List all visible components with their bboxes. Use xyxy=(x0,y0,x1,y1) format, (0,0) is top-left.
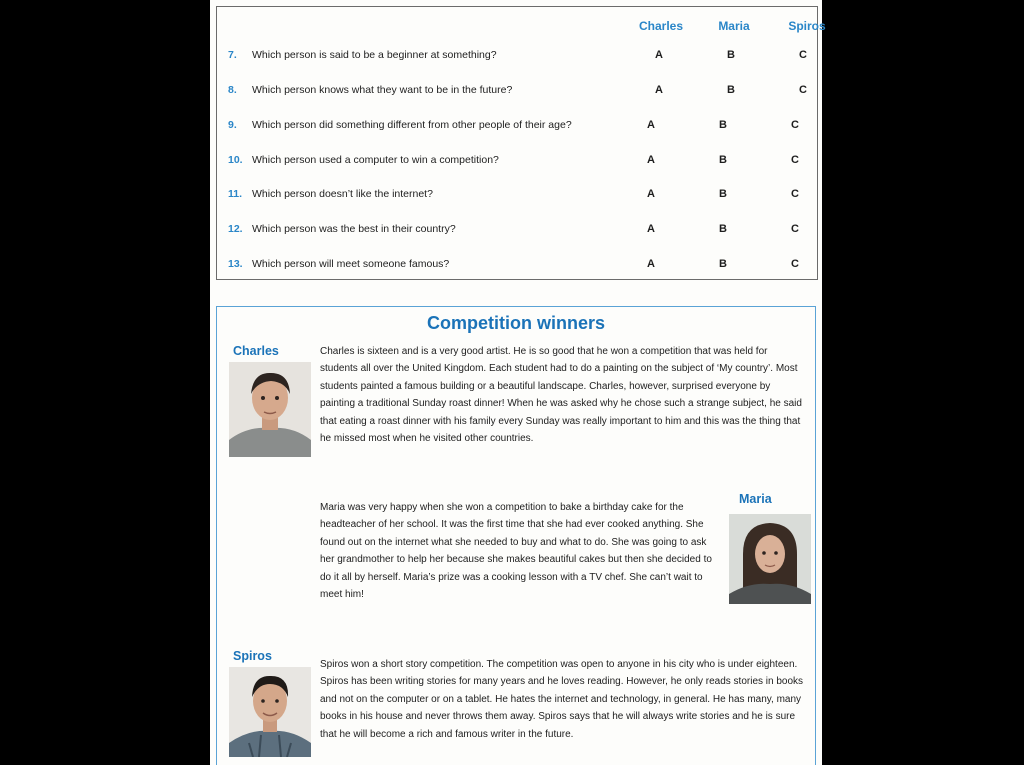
questions-table xyxy=(216,6,826,280)
person-name-spiros: Spiros xyxy=(233,649,272,663)
question-number: 9. xyxy=(228,119,237,131)
question-row xyxy=(217,258,817,278)
worksheet-page xyxy=(210,0,826,765)
question-number: 10. xyxy=(228,154,243,166)
question-text: Which person was the best in their country? xyxy=(252,223,456,235)
question-number: 11. xyxy=(228,188,243,200)
question-row xyxy=(217,188,817,208)
column-header-charles: Charles xyxy=(638,19,684,33)
option-a[interactable]: A xyxy=(647,188,655,200)
question-number: 12. xyxy=(228,223,243,235)
spiros-paragraph: Spiros won a short story competition. The competition was open to anyone in his city who is under eighteen. Spiros has been writing stories for many years and he loves reading. However, he only reads stories in books and not on the computer or on a tablet. He hates the internet and technology, in general. He has many, many books in his house and never throws them away. Spiros says that he will always write stories and he is sure that he will become a rich and famous writer in the future. xyxy=(320,659,804,740)
option-b[interactable]: B xyxy=(727,49,735,61)
question-row xyxy=(217,84,817,104)
question-number: 7. xyxy=(228,49,237,61)
option-b[interactable]: B xyxy=(719,223,727,235)
charles-photo xyxy=(229,362,311,457)
option-b[interactable]: B xyxy=(719,258,727,270)
column-header-maria: Maria xyxy=(718,19,750,33)
option-a[interactable]: A xyxy=(647,223,655,235)
column-header-spiros: Spiros xyxy=(788,19,826,33)
option-a[interactable]: A xyxy=(647,154,655,166)
question-row xyxy=(217,49,817,69)
option-b[interactable]: B xyxy=(719,119,727,131)
question-row xyxy=(217,154,817,174)
option-c[interactable]: C xyxy=(791,258,799,270)
question-text: Which person is said to be a beginner at something? xyxy=(252,49,497,61)
option-c[interactable]: C xyxy=(791,154,799,166)
option-a[interactable]: A xyxy=(647,258,655,270)
option-a[interactable]: A xyxy=(647,119,655,131)
question-row xyxy=(217,119,817,139)
question-text: Which person knows what they want to be in the future? xyxy=(252,84,513,96)
option-b[interactable]: B xyxy=(719,188,727,200)
question-text: Which person used a computer to win a competition? xyxy=(252,154,499,166)
option-c[interactable]: C xyxy=(791,188,799,200)
option-a[interactable]: A xyxy=(655,84,663,96)
option-c[interactable]: C xyxy=(791,223,799,235)
person-name-maria: Maria xyxy=(739,492,772,506)
option-c[interactable]: C xyxy=(799,49,807,61)
question-text: Which person will meet someone famous? xyxy=(252,258,450,270)
charles-paragraph: Charles is sixteen and is a very good artist. He is so good that he won a competition that was held for students all over the United Kingdom. Each student had to do a painting on the subject of ‘My country’. Most students painted a famous building or a beautiful landscape. Charles, however, surprised everyone by painting a traditional Sunday roast dinner! When he was asked why he chose such a strange subject, he said that eating a roast dinner with his family every Sunday was really important to him and this was the thing that he missed most when he visited other countries. xyxy=(320,346,802,445)
article-title: Competition winners xyxy=(426,313,605,333)
option-a[interactable]: A xyxy=(655,49,663,61)
maria-paragraph: Maria was very happy when she won a competition to bake a birthday cake for the headteacher of her school. It was the first time that she had ever cooked anything. She found out on the internet what she needed to buy and what to do. She was going to ask her grandmother to help her because she makes beautiful cakes but then she decided to do it all by herself. Maria’s prize was a cooking lesson with a TV chef. She can’t wait to meet him! xyxy=(320,502,712,601)
maria-photo xyxy=(729,514,811,604)
option-c[interactable]: C xyxy=(791,119,799,131)
competition-winners-article xyxy=(216,306,816,765)
question-text: Which person did something different from other people of their age? xyxy=(252,119,572,131)
option-c[interactable]: C xyxy=(799,84,807,96)
option-b[interactable]: B xyxy=(727,84,735,96)
option-b[interactable]: B xyxy=(719,154,727,166)
spiros-photo xyxy=(229,667,311,757)
question-number: 8. xyxy=(228,84,237,96)
question-row xyxy=(217,223,817,243)
question-text: Which person doesn’t like the internet? xyxy=(252,188,433,200)
question-number: 13. xyxy=(228,258,243,270)
person-name-charles: Charles xyxy=(233,344,279,358)
